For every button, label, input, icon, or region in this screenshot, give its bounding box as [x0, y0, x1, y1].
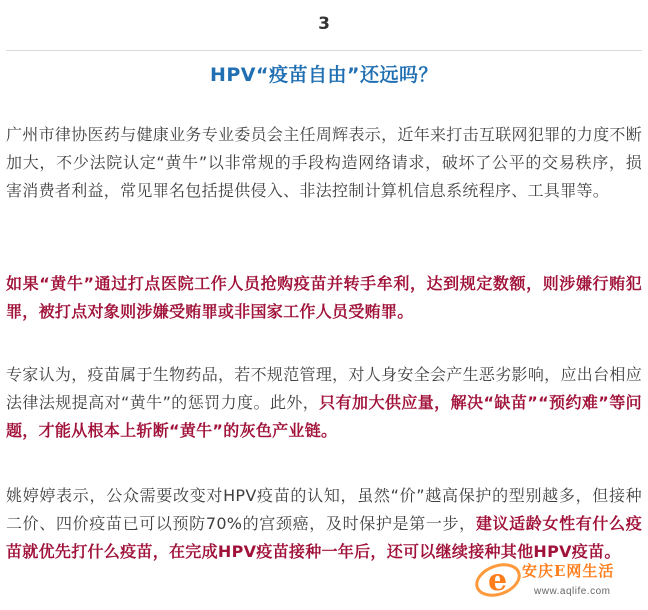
paragraph-4-emphasis: 建议适龄女性有什么疫苗就优先打什么疫苗，在完成HPV疫苗接种一年后，还可以继续接种其他HPV疫苗。 [6, 514, 642, 561]
section-headline: HPV“疫苗自由”还远吗？ [209, 64, 438, 86]
section-number: 3 [318, 14, 330, 34]
paragraph-3-emphasis: 只有加大供应量，解决“缺苗”“预约难”等问题，才能从根本上斩断“黄牛”的灰色产业链。 [6, 393, 642, 440]
paragraph-1: 广州市律协医药与健康业务专业委员会主任周辉表示，近年来打击互联网犯罪的力度不断加大，不少法院认定“黄牛”以非常规的手段构造网络请求，破坏了公平的交易秩序，损害消费者利益，常见罪名包括提供侵入、非法控制计算机信息系统程序、工具罪等。 [6, 125, 642, 200]
paragraph-2-emphasis: 如果“黄牛”通过打点医院工作人员抢购疫苗并转手牟利，达到规定数额，则涉嫌行贿犯罪，被打点对象则涉嫌受贿罪或非国家工作人员受贿罪。 [6, 274, 642, 321]
watermark-url: www.aqlife.com [534, 586, 611, 597]
paragraph-4-text: 姚婷婷表示，公众需要改变对HPV疫苗的认知，虽然“价”越高保护的型别越多，但接种二价、四价疫苗已可以预防70%的宫颈癌，及时保护是第一步， [6, 486, 642, 533]
divider [6, 50, 642, 51]
paragraph-3-text: 专家认为，疫苗属于生物药品，若不规范管理，对人身安全会产生恶劣影响，应出台相应法律法规提高对“黄牛”的惩罚力度。此外， [6, 365, 642, 412]
paragraph-3 [6, 361, 642, 445]
watermark-site-name: 安庆E网生活 [522, 562, 615, 580]
site-watermark [472, 550, 640, 606]
svg-text:e: e [488, 563, 508, 598]
